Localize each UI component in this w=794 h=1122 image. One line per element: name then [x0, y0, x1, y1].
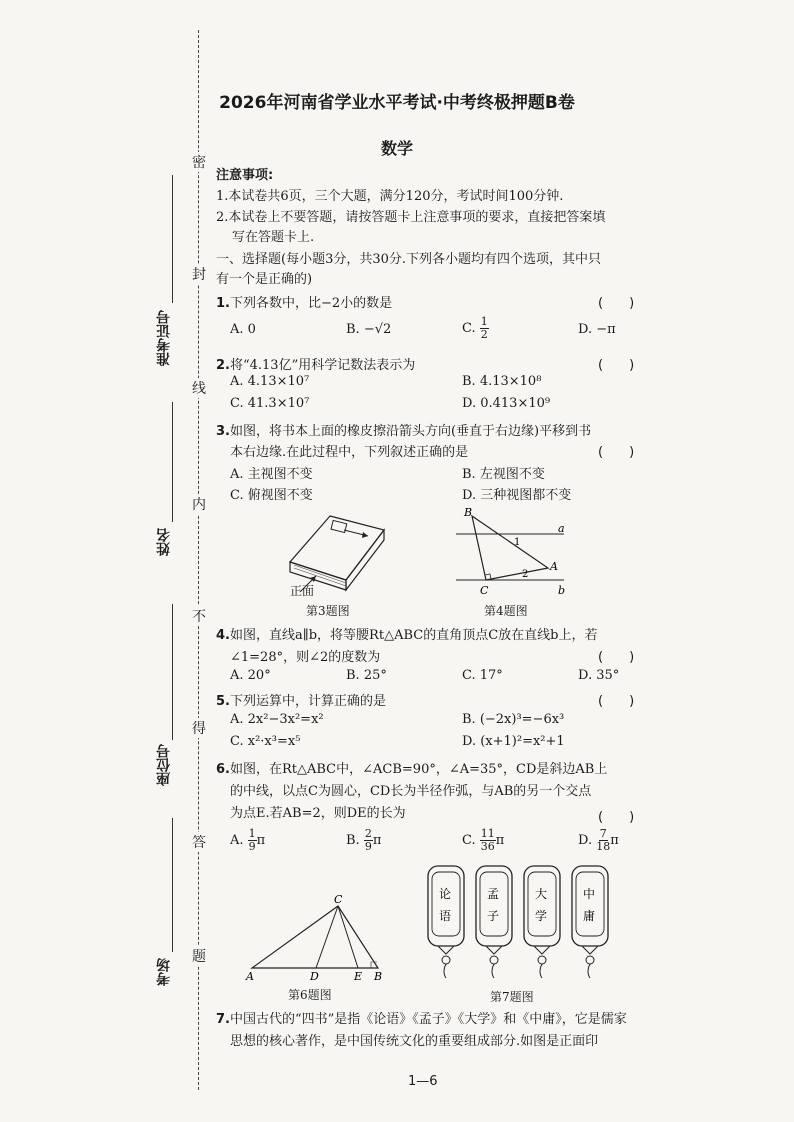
question-stem: 下列各数中，比−2小的数是: [229, 296, 393, 311]
option-b: B. −√2: [346, 322, 392, 337]
name-underline: [172, 402, 173, 522]
book-char: 子: [487, 909, 500, 923]
fraction-denominator: 9: [248, 840, 256, 853]
book-char: 大: [535, 887, 548, 901]
option-a: A. 4.13×10⁷: [230, 374, 310, 389]
fig6-label: C: [334, 893, 343, 906]
bookmark-card: [572, 866, 608, 978]
option-b: B. 25°: [346, 668, 387, 683]
question-stem: 如图，将书本上面的橡皮擦沿箭头方向(垂直于右边缘)平移到书: [229, 424, 592, 439]
option-label: C.: [462, 321, 476, 336]
figure-4-triangle: [452, 504, 584, 600]
fig4-label: B: [464, 506, 473, 519]
seal-char: 封: [190, 264, 208, 284]
notice-item: 2.本试卷上不要答题，请按答题卡上注意事项的要求，直接把答案填: [216, 210, 606, 225]
book-char: 庸: [583, 909, 596, 923]
figure-7-bookmarks: [420, 862, 616, 986]
option-label: D.: [578, 833, 593, 848]
option-b: B. 左视图不变: [462, 467, 545, 482]
section-heading-cont: 有一个是正确的): [216, 272, 313, 287]
fraction-denominator: 2: [480, 328, 488, 341]
fraction: [480, 828, 496, 853]
question-stem: 将“4.13亿”用科学记数法表示为: [229, 358, 416, 373]
option-c: C. 17°: [462, 668, 503, 683]
fraction-denominator: 9: [364, 840, 372, 853]
fig4-label: a: [558, 522, 565, 535]
exam-number-underline: [172, 175, 173, 303]
bookmark-card: [428, 866, 464, 978]
pi-symbol: π: [610, 833, 619, 848]
answer-paren: ( ): [598, 445, 635, 460]
question-number: 3.: [216, 424, 230, 439]
book-char: 论: [439, 887, 452, 901]
fig6-label: B: [374, 970, 383, 982]
figure-3-caption: 第3题图: [306, 604, 350, 618]
book-char: 语: [439, 909, 452, 923]
figure-7-caption: 第7题图: [490, 990, 534, 1004]
question-stem: 如图，直线a∥b，将等腰Rt△ABC的直角顶点C放在直线b上，若: [229, 628, 598, 643]
option-d: D. 35°: [578, 668, 620, 683]
pi-symbol: π: [256, 833, 266, 848]
figure-3-front-label: 正面: [290, 584, 315, 598]
option-d: D. 三种视图都不变: [462, 488, 572, 503]
fraction-numerator: 1: [480, 315, 488, 328]
subject-title: 数学: [380, 139, 413, 158]
answer-paren: ( ): [598, 296, 635, 311]
option-c: C. 俯视图不变: [230, 488, 313, 503]
exam-room-underline: [172, 818, 173, 952]
option-c: [462, 316, 489, 341]
question-stem: 下列运算中，计算正确的是: [229, 694, 386, 709]
section-heading: 一、选择题(每小题3分，共30分.下列各小题均有四个选项，其中只: [216, 252, 602, 267]
name-label: 姓名: [156, 528, 172, 556]
fraction-denominator: 36: [480, 840, 495, 853]
option-b: B. (−2x)³=−6x³: [462, 712, 565, 727]
option-a: A. 2x²−3x²=x²: [230, 712, 324, 727]
fraction: [596, 828, 610, 853]
fraction-numerator: 1: [248, 827, 256, 840]
option-b: [346, 828, 381, 853]
question-number: 6.: [216, 762, 230, 777]
pi-symbol: π: [495, 833, 505, 848]
exam-room-label: 考场: [156, 958, 172, 986]
fraction-numerator: 2: [364, 827, 372, 840]
question-stem-cont: 思想的核心著作，是中国传统文化的重要组成部分.如图是正面印: [230, 1034, 599, 1049]
option-c: C. x²·x³=x⁵: [230, 734, 301, 749]
question-stem-cont: 的中线，以点C为圆心，CD长为半径作弧，与AB的另一个交点: [230, 784, 592, 799]
option-d: D. 0.413×10⁹: [462, 396, 551, 411]
option-c: [462, 828, 504, 853]
seat-number-label: 座位号: [156, 744, 172, 786]
fraction-numerator: 11: [480, 827, 495, 840]
option-d: D. −π: [578, 322, 616, 337]
question-stem-cont: ∠1=28°，则∠2的度数为: [230, 650, 381, 665]
option-label: A.: [230, 833, 244, 848]
question-number: 2.: [216, 358, 230, 373]
option-a: A. 0: [230, 322, 256, 337]
fig4-label: 2: [522, 569, 529, 580]
question-stem: 如图，在Rt△ABC中，∠ACB=90°，∠A=35°，CD是斜边AB上: [229, 762, 608, 777]
fraction: [364, 828, 373, 853]
book-char: 学: [535, 909, 548, 923]
page-title: 2026年河南省学业水平考试·中考终极押题B卷: [219, 93, 575, 113]
option-label: B.: [346, 833, 360, 848]
seal-char: 得: [190, 718, 208, 738]
pi-symbol: π: [372, 833, 382, 848]
answer-paren: ( ): [598, 650, 635, 665]
figure-4-caption: 第4题图: [484, 604, 528, 618]
seat-number-underline: [172, 604, 173, 740]
fig4-label: A: [550, 560, 558, 573]
question-number: 5.: [216, 694, 230, 709]
answer-paren: ( ): [598, 810, 635, 825]
fraction-denominator: 18: [596, 840, 611, 853]
page-number: 1—6: [408, 1074, 438, 1089]
seal-char: 内: [190, 494, 208, 514]
question-number: 1.: [216, 296, 230, 311]
book-char: 孟: [487, 887, 500, 901]
option-a: [230, 828, 265, 853]
notice-heading: 注意事项:: [216, 168, 274, 183]
question-stem: 中国古代的“四书”是指《论语》《孟子》《大学》和《中庸》，它是儒家: [229, 1012, 627, 1027]
fig4-label: b: [558, 584, 566, 597]
fig6-label: A: [246, 970, 254, 982]
fraction: [248, 828, 257, 853]
option-d: D. (x+1)²=x²+1: [462, 734, 565, 749]
notice-item: 写在答题卡上.: [232, 230, 315, 245]
seal-char: 答: [190, 832, 208, 852]
fig4-label: C: [480, 584, 489, 597]
bookmark-card: [524, 866, 560, 978]
question-number: 4.: [216, 628, 230, 643]
fraction-numerator: 7: [599, 827, 607, 840]
seal-char: 题: [190, 946, 208, 966]
fig4-label: 1: [514, 537, 521, 548]
seal-char: 不: [190, 606, 208, 626]
option-b: B. 4.13×10⁸: [462, 374, 542, 389]
fraction: [480, 316, 489, 341]
question-number: 7.: [216, 1012, 230, 1027]
binding-dashed-line: [198, 30, 199, 1090]
option-d: [578, 828, 619, 853]
seal-char: 密: [190, 152, 208, 172]
answer-paren: ( ): [598, 358, 635, 373]
option-a: A. 主视图不变: [230, 467, 313, 482]
option-label: C.: [462, 833, 476, 848]
seal-char: 线: [190, 378, 208, 398]
figure-6-caption: 第6题图: [288, 988, 332, 1002]
question-stem-cont: 本右边缘.在此过程中，下列叙述正确的是: [230, 445, 469, 460]
option-a: A. 20°: [230, 668, 271, 683]
option-c: C. 41.3×10⁷: [230, 396, 310, 411]
fig6-label: D: [310, 970, 319, 982]
notice-item: 1.本试卷共6页，三个大题，满分120分，考试时间100分钟.: [216, 189, 564, 204]
answer-paren: ( ): [598, 694, 635, 709]
exam-number-label: 准考证号: [156, 310, 172, 366]
figure-6-triangle: [240, 890, 390, 982]
question-stem-cont: 为点E.若AB=2，则DE的长为: [230, 806, 406, 821]
book-char: 中: [583, 887, 596, 901]
fig6-label: E: [354, 970, 363, 982]
bookmark-card: [476, 866, 512, 978]
